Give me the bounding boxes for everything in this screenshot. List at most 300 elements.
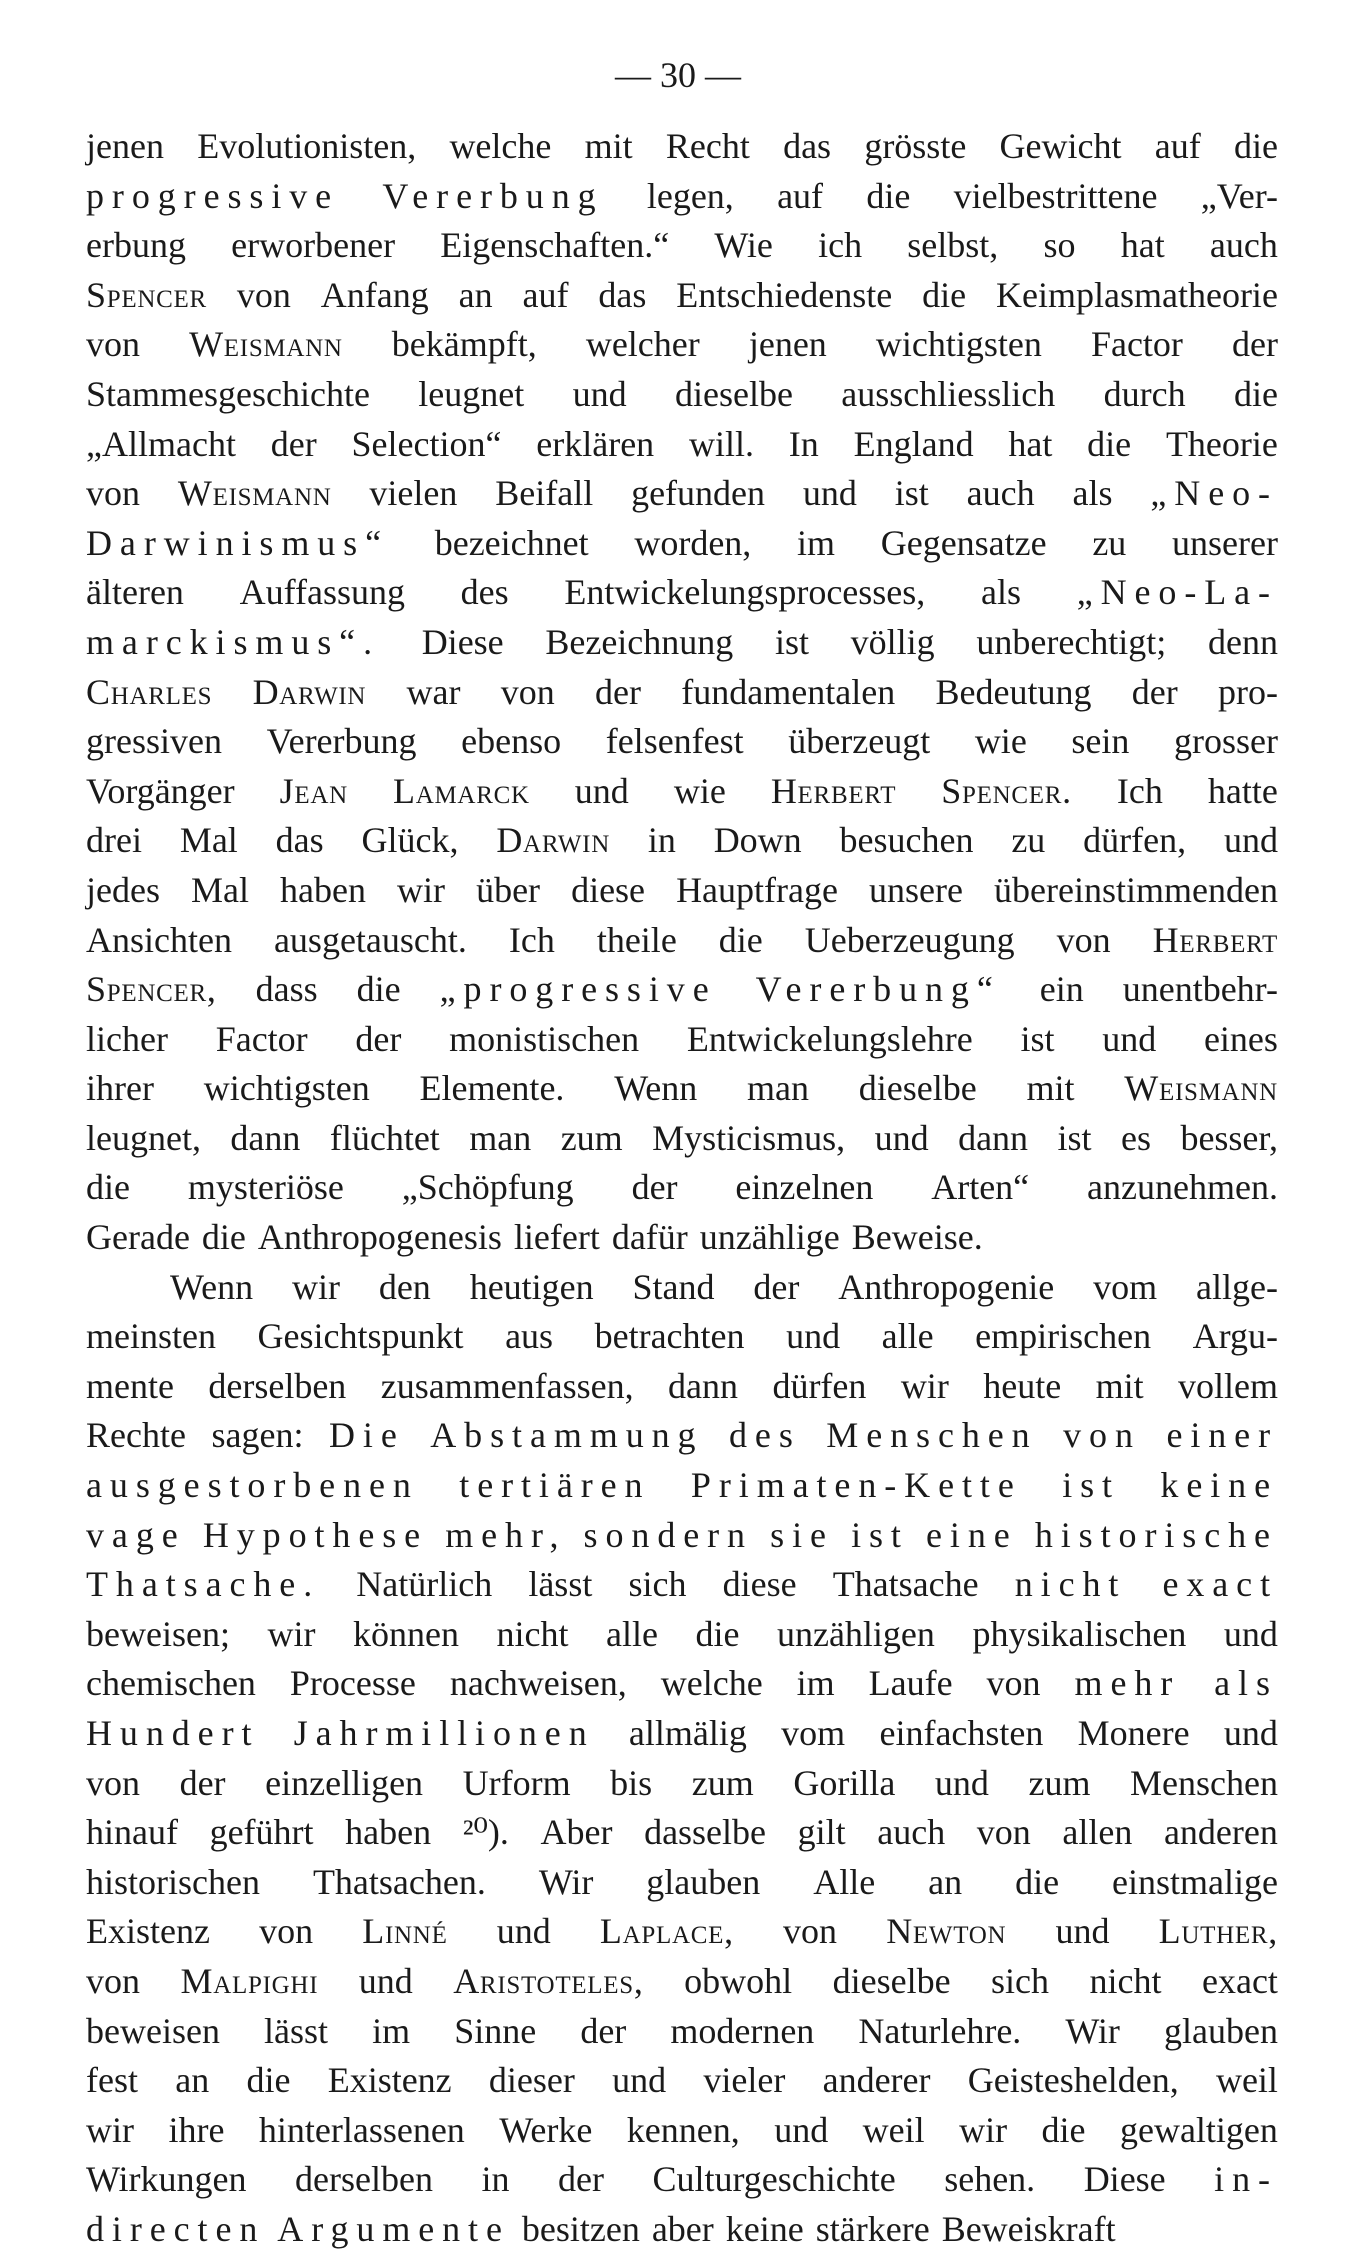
word: die: [1233, 373, 1278, 414]
word: eine: [926, 1514, 1018, 1555]
word: auf: [777, 175, 824, 216]
text-line: [86, 1411, 1278, 1461]
word: nicht: [1014, 1564, 1127, 1605]
word: ihrer: [86, 1068, 154, 1109]
word: der: [631, 1167, 678, 1208]
word: monistischen: [449, 1018, 640, 1059]
word: historischen: [86, 1861, 260, 1902]
word: heutigen: [469, 1266, 594, 1307]
text-line: [86, 816, 1278, 866]
word: Evolutionisten,: [197, 126, 417, 166]
word: dann: [230, 1117, 301, 1158]
word: von: [86, 1960, 140, 2001]
word: Rechte: [86, 1415, 186, 1456]
word: zu: [1011, 820, 1046, 861]
word: von: [976, 1812, 1031, 1853]
word: Weismann: [177, 473, 332, 514]
word: die: [1015, 1861, 1060, 1902]
word: mysteriöse: [187, 1167, 344, 1208]
word: alle: [605, 1613, 658, 1654]
word: gewaltigen: [1119, 2109, 1278, 2150]
word: wichtigsten: [875, 324, 1042, 365]
word: dafür: [611, 1217, 688, 1258]
word: ausgestorbenen: [86, 1465, 419, 1506]
word: exact: [1162, 1564, 1278, 1605]
word: directen: [86, 2208, 266, 2249]
word: ist: [1062, 1465, 1120, 1506]
word: Stand: [632, 1266, 715, 1307]
word: und: [1102, 1018, 1157, 1059]
word: anderer: [822, 2060, 931, 2101]
text-line: [86, 1907, 1278, 1957]
word: Wie: [714, 225, 773, 266]
word: von: [1056, 919, 1111, 960]
word: Vererbung: [266, 721, 417, 762]
word: bekämpft,: [391, 324, 537, 365]
word: in: [647, 820, 676, 861]
word: allmälig: [628, 1713, 747, 1753]
word: Auffassung: [239, 572, 405, 613]
word: Entschiedenste: [676, 274, 893, 315]
word: marckismus“.: [86, 621, 380, 662]
word: einstmalige: [1112, 1861, 1278, 1902]
word: diese: [571, 869, 646, 910]
word: unserer: [1172, 522, 1278, 563]
word: Laplace,: [599, 1911, 734, 1952]
word: als: [1214, 1663, 1278, 1704]
word: unsere: [869, 869, 963, 910]
word: erklären: [536, 423, 655, 464]
word: Newton: [886, 1911, 1007, 1952]
word: chemischen: [86, 1663, 256, 1704]
word: in-: [1214, 2159, 1278, 2200]
word: unzählige: [699, 1217, 840, 1258]
word: man: [747, 1068, 810, 1109]
text-line: [86, 1461, 1278, 1511]
word: Theorie: [1165, 423, 1278, 464]
word: alle: [881, 1316, 934, 1357]
word: zusammenfassen,: [380, 1365, 634, 1406]
word: aber: [651, 2208, 714, 2249]
word: den: [378, 1266, 431, 1307]
word: dann: [668, 1365, 739, 1406]
word: mehr,: [445, 1514, 567, 1555]
word: allen: [1062, 1812, 1133, 1853]
word: Natürlich: [356, 1564, 493, 1605]
word: von: [86, 324, 140, 365]
word: Entwickelungsprocesses,: [564, 572, 926, 613]
word: welche: [660, 1663, 763, 1704]
word: Thatsache.: [86, 1564, 321, 1605]
word: vom: [781, 1713, 846, 1753]
word: von: [986, 1663, 1041, 1704]
word: die: [1041, 2109, 1086, 2150]
word: Weismann: [1124, 1068, 1278, 1109]
word: anderen: [1163, 1812, 1278, 1853]
word: der: [270, 423, 317, 464]
text-line: [86, 1163, 1278, 1213]
word: stärkere: [815, 2208, 930, 2249]
text-line: [86, 320, 1278, 370]
word: das: [275, 820, 324, 861]
word: Processe: [289, 1663, 416, 1704]
text-line: [86, 2155, 1278, 2205]
word: Wir: [1065, 2010, 1120, 2051]
word: ist: [851, 1514, 909, 1555]
word: „Neo-La-: [1076, 572, 1278, 613]
word: durch: [1103, 373, 1186, 414]
word: Ansichten: [86, 919, 232, 960]
word: Ueberzeugung: [804, 919, 1015, 960]
word: und: [802, 473, 857, 514]
word: wir: [291, 1266, 340, 1307]
word: zum: [560, 1117, 623, 1158]
word: Culturgeschichte: [652, 2159, 896, 2200]
word: geführt: [209, 1812, 314, 1853]
word: und: [1223, 1613, 1278, 1654]
word: besuchen: [839, 820, 974, 861]
text-line: [86, 2106, 1278, 2156]
word: und: [612, 2060, 667, 2101]
word: „Neo-: [1150, 473, 1278, 514]
word: Jean: [279, 770, 348, 811]
word: keine: [725, 2208, 804, 2249]
word: des: [460, 572, 509, 613]
word: Monere: [1077, 1713, 1190, 1753]
word: Hundert: [86, 1713, 260, 1753]
text-line: [86, 1114, 1278, 1164]
word: haben: [280, 869, 366, 910]
word: mit: [584, 126, 633, 166]
word: ausgetauscht.: [273, 919, 467, 960]
word: fest: [86, 2060, 138, 2101]
word: ist: [774, 621, 809, 662]
word: auf: [1154, 126, 1201, 166]
word: leugnet,: [86, 1117, 201, 1158]
text-line: [86, 172, 1278, 222]
word: ausschliesslich: [841, 373, 1056, 414]
word: wir: [86, 2109, 134, 2150]
word: felsenfest: [605, 721, 744, 762]
word: von: [783, 1911, 838, 1952]
word: sein: [1071, 721, 1130, 762]
word: Wir: [538, 1861, 594, 1902]
word: heute: [983, 1365, 1062, 1406]
word: und: [874, 1117, 929, 1158]
word: von: [236, 274, 291, 315]
word: sagen:: [211, 1415, 304, 1456]
word: gefunden: [631, 473, 766, 514]
word: Factor: [215, 1018, 308, 1059]
word: die: [1233, 126, 1278, 166]
word: der: [355, 1018, 402, 1059]
word: Selection“: [351, 423, 502, 464]
text-line: [86, 1759, 1278, 1809]
word: Menschen: [1130, 1762, 1278, 1803]
word: mente: [86, 1365, 174, 1406]
word: „progressive: [439, 969, 717, 1010]
word: in: [481, 2159, 510, 2200]
word: physikalischen: [972, 1613, 1187, 1654]
word: obwohl: [684, 1960, 793, 2001]
word: grosser: [1174, 721, 1278, 762]
word: Darwinismus“: [86, 522, 390, 563]
word: nachweisen,: [449, 1663, 627, 1704]
text-line: [86, 965, 1278, 1015]
word: sich: [628, 1564, 687, 1605]
word: auch: [966, 473, 1035, 514]
word: auf: [522, 274, 569, 315]
word: einzelligen: [265, 1762, 424, 1803]
word: des: [729, 1415, 801, 1456]
word: Thatsachen.: [312, 1861, 486, 1902]
word: das: [783, 126, 832, 166]
word: vielbestrittene: [953, 175, 1158, 216]
text-line: [86, 767, 1278, 817]
word: der: [179, 1762, 226, 1803]
word: Herbert: [1152, 919, 1278, 960]
word: Recht: [665, 126, 750, 166]
word: drei: [86, 820, 142, 861]
word: betrachten: [594, 1316, 745, 1357]
word: Mal: [179, 820, 238, 861]
word: Primaten-Kette: [690, 1465, 1022, 1506]
word: es: [1120, 1117, 1151, 1158]
word: Vererbung: [382, 175, 604, 216]
word: die: [866, 175, 911, 216]
word: und: [786, 1316, 841, 1357]
word: Anthropogenesis: [257, 1217, 502, 1258]
word: ist: [1057, 1117, 1092, 1158]
word: denn: [1208, 621, 1278, 662]
word: von: [86, 473, 140, 514]
word: Gegensatze: [880, 522, 1047, 563]
word: einzelnen: [735, 1167, 874, 1208]
word: der: [595, 671, 641, 712]
word: Hypothese: [202, 1514, 429, 1555]
text-line: [86, 1808, 1278, 1858]
word: ²⁰).: [462, 1812, 509, 1853]
word: erbung: [86, 225, 186, 266]
word: gilt: [797, 1812, 846, 1853]
word: Anthropogenie: [838, 1266, 1055, 1307]
word: dann: [958, 1117, 1029, 1158]
text-line: [86, 916, 1278, 966]
word: auch: [1209, 225, 1278, 266]
word: Arten“: [931, 1167, 1030, 1208]
word: Abstammung: [430, 1415, 704, 1456]
word: sich: [991, 1960, 1050, 2001]
word: vielen: [369, 473, 458, 514]
word: einfachsten: [879, 1713, 1044, 1753]
word: ist: [894, 473, 929, 514]
word: Elemente.: [419, 1068, 565, 1109]
word: ihre: [168, 2109, 225, 2150]
word: Hauptfrage: [676, 869, 838, 910]
word: älteren: [86, 572, 184, 613]
text-line: [86, 618, 1278, 668]
text-line: [86, 1015, 1278, 1065]
word: leugnet: [418, 373, 525, 414]
word: dieselbe: [674, 373, 793, 414]
word: und: [1055, 1911, 1110, 1952]
word: Jahrmillionen: [293, 1713, 595, 1753]
word: ebenso: [461, 721, 562, 762]
word: hinterlassenen: [258, 2109, 465, 2150]
word: „Ver-: [1200, 175, 1278, 216]
word: empirischen: [975, 1316, 1152, 1357]
word: sondern: [583, 1514, 753, 1555]
word: an: [175, 2060, 210, 2101]
word: als: [981, 572, 1021, 613]
word: die: [356, 969, 401, 1010]
word: im: [796, 1663, 835, 1704]
word: zu: [1092, 522, 1127, 563]
word: nicht: [496, 1613, 569, 1654]
word: lässt: [264, 2010, 329, 2051]
word: dürfen: [772, 1365, 867, 1406]
word: Thatsache: [832, 1564, 979, 1605]
word: weil: [1215, 2060, 1278, 2101]
text-line: [86, 271, 1278, 321]
word: wir: [397, 869, 446, 910]
word: nicht: [1089, 1960, 1162, 2001]
word: Mysticismus,: [652, 1117, 846, 1158]
word: Ich: [1116, 770, 1163, 811]
word: liefert: [513, 1217, 600, 1258]
word: dass: [255, 969, 318, 1010]
word: dieselbe: [832, 1960, 951, 2001]
word: Factor: [1090, 324, 1183, 365]
text-line: [86, 1362, 1278, 1412]
word: Luther,: [1158, 1911, 1278, 1952]
word: mit: [1095, 1365, 1144, 1406]
body-text: [86, 122, 1278, 2255]
page-number: — 30 —: [615, 55, 741, 95]
word: derselben: [208, 1365, 347, 1406]
word: will.: [688, 423, 754, 464]
word: sie: [770, 1514, 834, 1555]
text-line: [86, 469, 1278, 519]
word: licher: [86, 1018, 168, 1059]
word: Aber: [540, 1812, 613, 1853]
word: zum: [1028, 1762, 1091, 1803]
word: der: [580, 2010, 627, 2051]
word: Gerade: [86, 1217, 190, 1258]
word: Urform: [462, 1762, 571, 1803]
word: Stammesgeschichte: [86, 373, 370, 414]
word: gressiven: [86, 721, 222, 762]
word: unentbehr-: [1122, 969, 1278, 1010]
word: mehr: [1074, 1663, 1181, 1704]
word: jenen: [86, 126, 164, 166]
word: anzunehmen.: [1087, 1167, 1278, 1208]
word: sehen.: [944, 2159, 1036, 2200]
text-line: [86, 1511, 1278, 1561]
word: Herbert: [770, 770, 897, 811]
text-line: [86, 519, 1278, 569]
word: dasselbe: [644, 1812, 767, 1853]
word: mit: [1026, 1068, 1075, 1109]
word: lässt: [528, 1564, 593, 1605]
word: kennen,: [626, 2109, 740, 2150]
word: und: [774, 2109, 829, 2150]
word: erworbener: [231, 225, 396, 266]
word: theile: [596, 919, 677, 960]
word: Ich: [508, 919, 555, 960]
word: Gesichtspunkt: [257, 1316, 464, 1357]
word: auch: [877, 1812, 946, 1853]
word: „Schöpfung: [401, 1167, 574, 1208]
word: überzeugt: [788, 721, 931, 762]
word: Geisteshelden,: [967, 2060, 1179, 2101]
word: die: [201, 1217, 246, 1258]
word: Beweiskraft: [941, 2208, 1116, 2249]
word: besitzen: [521, 2208, 640, 2249]
word: dieselbe: [858, 1068, 977, 1109]
word: „Allmacht: [86, 423, 236, 464]
word: dürfen,: [1083, 820, 1187, 861]
text-line: [86, 1064, 1278, 1114]
word: vieler: [703, 2060, 786, 2101]
word: ein: [1039, 969, 1084, 1010]
word: die: [695, 1613, 740, 1654]
word: war: [406, 671, 461, 712]
word: die: [922, 274, 967, 315]
word: Lamarck: [392, 770, 530, 811]
word: beweisen;: [86, 1613, 230, 1654]
word: der: [1131, 671, 1178, 712]
word: von: [1063, 1415, 1141, 1456]
word: dieser: [488, 2060, 575, 2101]
word: einer: [1166, 1415, 1278, 1456]
text-line: [86, 2007, 1278, 2057]
word: Gewicht: [999, 126, 1122, 166]
word: der: [557, 2159, 604, 2200]
word: und: [496, 1911, 551, 1952]
word: und: [1223, 1713, 1278, 1753]
word: und: [574, 770, 629, 811]
word: wir: [267, 1613, 316, 1654]
word: bezeichnet: [434, 522, 589, 563]
word: vage: [86, 1514, 186, 1555]
word: wir: [900, 1365, 949, 1406]
word: jenen: [748, 324, 827, 365]
word: Spencer.: [941, 770, 1072, 811]
word: als: [1072, 473, 1113, 514]
text-line: [86, 1312, 1278, 1362]
word: und: [1223, 820, 1278, 861]
word: weil: [862, 2109, 925, 2150]
word: Vererbung“: [755, 969, 1001, 1010]
word: das: [598, 274, 647, 315]
word: worden,: [634, 522, 752, 563]
word: historische: [1034, 1514, 1278, 1555]
text-line: [86, 370, 1278, 420]
word: von: [86, 1762, 140, 1803]
word: Entwickelungslehre: [686, 1018, 973, 1059]
word: haben: [345, 1812, 432, 1853]
word: wir: [959, 2109, 1008, 2150]
word: die: [86, 1167, 130, 1208]
word: hatte: [1207, 770, 1278, 811]
word: und: [358, 1960, 413, 2001]
word: vollem: [1178, 1365, 1278, 1406]
word: Mal: [191, 869, 249, 910]
text-line: [86, 1957, 1278, 2007]
word: Existenz: [327, 2060, 452, 2101]
word: bis: [610, 1762, 653, 1803]
